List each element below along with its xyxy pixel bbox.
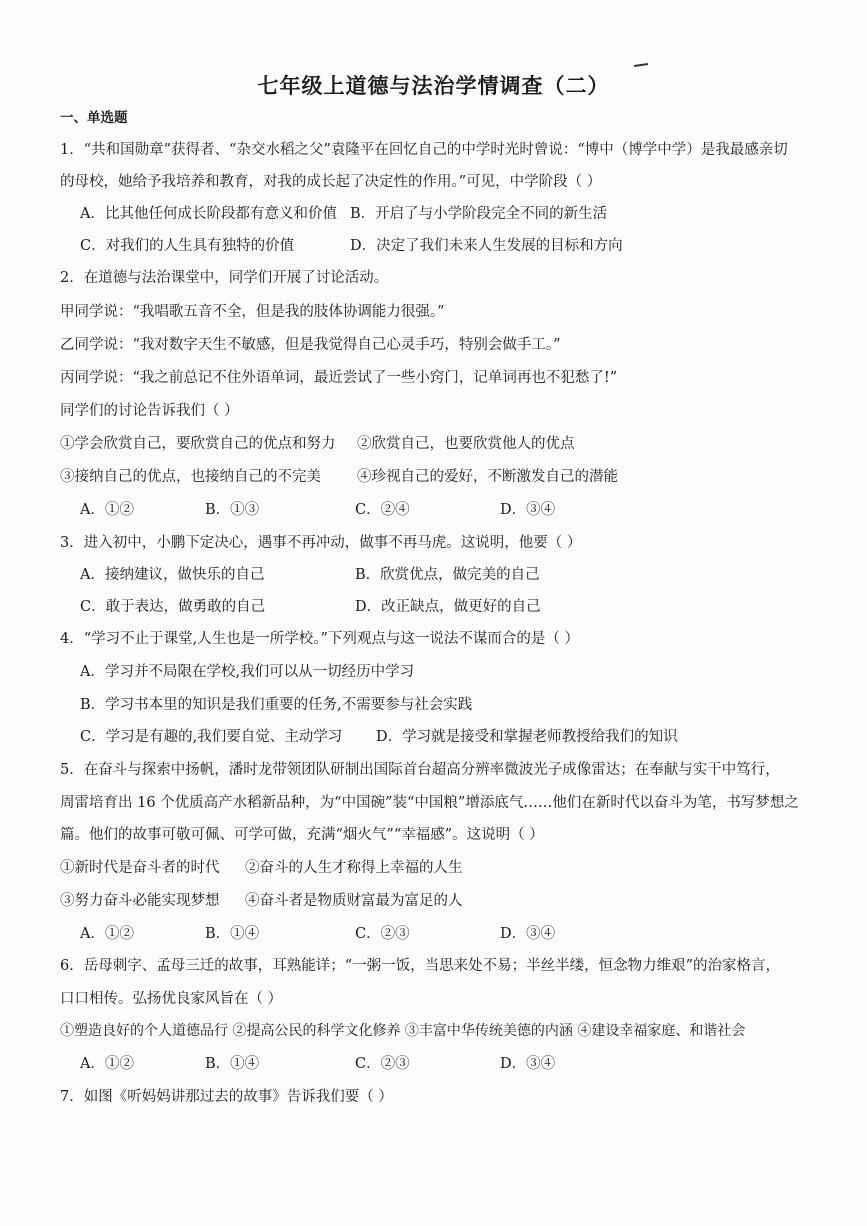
scan-mark	[634, 63, 648, 67]
q2-option-b: B．①③	[205, 502, 260, 518]
q1-option-a: A．比其他任何成长阶段都有意义和价值	[80, 206, 337, 222]
q2-statement-2: ②欣赏自己，也要欣赏他人的优点	[357, 436, 575, 452]
q4-option-a: A．学习并不局限在学校,我们可以从一切经历中学习	[80, 664, 415, 680]
q5-statement-1: ①新时代是奋斗者的时代	[60, 860, 220, 876]
q2-stem-line2: 甲同学说：“我唱歌五音不全，但是我的肢体协调能力很强。”	[60, 304, 445, 320]
q3-option-d: D．改正缺点，做更好的自己	[355, 599, 541, 615]
q1-option-c: C．对我们的人生具有独特的价值	[80, 238, 295, 254]
q1-option-b: B．开启了与小学阶段完全不同的新生活	[350, 206, 608, 222]
q3-option-a: A．接纳建议，做快乐的自己	[80, 567, 265, 583]
q2-stem-line4: 丙同学说：“我之前总记不住外语单词，最近尝试了一些小窍门，记单词再也不犯愁了!”	[60, 370, 618, 386]
section-heading: 一、单选题	[60, 110, 128, 126]
q5-option-c: C．②③	[355, 926, 410, 942]
q2-statement-1: ①学会欣赏自己，要欣赏自己的优点和努力	[60, 436, 336, 452]
q2-stem-line5: 同学们的讨论告诉我们（ ）	[60, 403, 239, 419]
q3-stem: 3．进入初中，小鹏下定决心，遇事不再冲动，做事不再马虎。这说明，他要（ ）	[60, 535, 582, 551]
q5-statement-3: ③努力奋斗必能实现梦想	[60, 893, 220, 909]
q2-stem-line1: 2．在道德与法治课堂中，同学们开展了讨论活动。	[60, 270, 389, 286]
q5-stem-line1: 5．在奋斗与探索中扬帆，潘时龙带领团队研制出国际首台超高分辨率微波光子成像雷达；在奉献与实干中笃行，	[60, 762, 780, 778]
q4-option-d: D．学习就是接受和掌握老师教授给我们的知识	[376, 729, 678, 745]
q5-option-d: D．③④	[500, 926, 556, 942]
q6-option-b: B．①④	[205, 1056, 260, 1072]
q4-option-c: C．学习是有趣的,我们要自觉、主动学习	[80, 729, 343, 745]
q6-stem-line1: 6．岳母刺字、孟母三迁的故事，耳熟能详；“一粥一饭，当思来处不易；半丝半缕，恒念物力维艰”的治家格言，	[60, 958, 781, 974]
q5-stem-line2: 周雷培育出 16 个优质高产水稻新品种，为“中国碗”装“中国粮”增添底气……他们在新时代以奋斗为笔，书写梦想之	[60, 795, 799, 811]
q2-statement-4: ④珍视自己的爱好，不断激发自己的潜能	[357, 469, 618, 485]
q4-option-b: B．学习书本里的知识是我们重要的任务,不需要参与社会实践	[80, 697, 473, 713]
q5-option-b: B．①④	[205, 926, 260, 942]
q7-stem: 7．如图《听妈妈讲那过去的故事》告诉我们要（ ）	[60, 1089, 393, 1105]
q3-option-c: C．敢于表达，做勇敢的自己	[80, 599, 266, 615]
page-title: 七年级上道德与法治学情调查（二）	[257, 73, 610, 98]
q5-statement-4: ④奋斗者是物质财富最为富足的人	[245, 893, 463, 909]
q5-statement-2: ②奋斗的人生才称得上幸福的人生	[245, 860, 463, 876]
q5-option-a: A．①②	[80, 926, 134, 942]
q2-statement-3: ③接纳自己的优点，也接纳自己的不完美	[60, 469, 321, 485]
q5-stem-line3: 篇。他们的故事可敬可佩、可学可做，充满“烟火气”“幸福感”。这说明（ ）	[60, 827, 544, 843]
q2-option-d: D．③④	[500, 502, 556, 518]
q6-statements: ①塑造良好的个人道德品行 ②提高公民的科学文化修养 ③丰富中华传统美德的内涵 ④建设幸福家庭、和谐社会	[60, 1023, 746, 1039]
q1-stem-line2: 的母校，她给予我培养和教育，对我的成长起了决定性的作用。”可见，中学阶段（ ）	[60, 174, 602, 190]
q2-option-a: A．①②	[80, 502, 134, 518]
q1-option-d: D．决定了我们未来人生发展的目标和方向	[350, 238, 623, 254]
q3-option-b: B．欣赏优点，做完美的自己	[355, 567, 540, 583]
q6-option-a: A．①②	[80, 1056, 134, 1072]
q2-stem-line3: 乙同学说：“我对数字天生不敏感，但是我觉得自己心灵手巧，特别会做手工。”	[60, 337, 561, 353]
q2-option-c: C．②④	[355, 502, 410, 518]
q6-option-c: C．②③	[355, 1056, 410, 1072]
q6-stem-line2: 口口相传。弘扬优良家风旨在（ ）	[60, 991, 283, 1007]
q4-stem: 4．“学习不止于课堂,人生也是一所学校。”下列观点与这一说法不谋而合的是（ ）	[60, 631, 580, 647]
q6-option-d: D．③④	[500, 1056, 556, 1072]
q1-stem-line1: 1．“共和国勋章”获得者、“杂交水稻之父”袁隆平在回忆自己的中学时光时曾说：“博中（博学中学）是我最感亲切	[60, 142, 788, 158]
